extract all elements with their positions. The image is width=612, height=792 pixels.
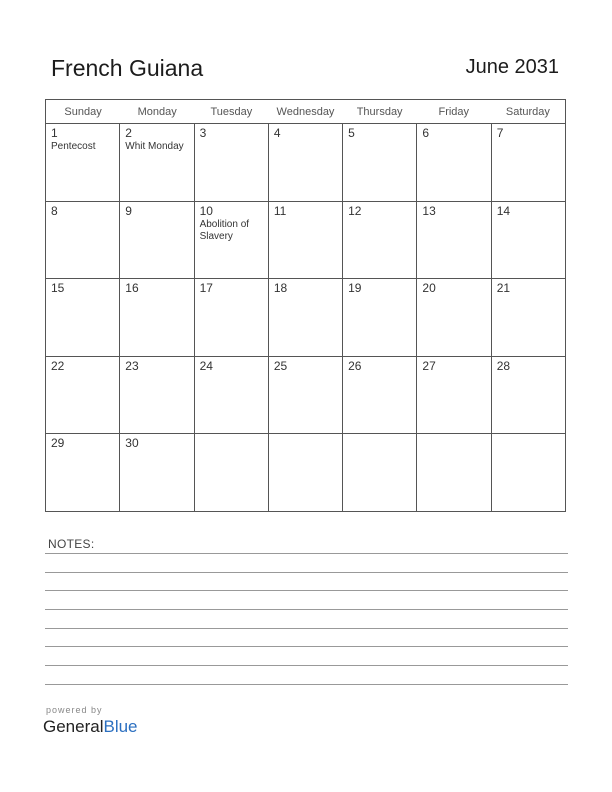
- powered-by-label: powered by: [46, 705, 103, 715]
- day-cell: [46, 124, 120, 201]
- day-number: 10: [199, 203, 213, 218]
- day-cell: [46, 279, 120, 356]
- day-cell: [269, 434, 343, 512]
- week-row-1: [46, 124, 565, 202]
- day-cell: [120, 357, 194, 434]
- note-line: [45, 646, 568, 647]
- day-number: 23: [125, 358, 139, 373]
- dow-thursday: Thursday: [356, 106, 403, 118]
- day-cell: [120, 434, 194, 512]
- day-number: 13: [422, 203, 436, 218]
- day-cell: [343, 279, 417, 356]
- day-cell: [492, 279, 565, 356]
- day-cell: [195, 357, 269, 434]
- day-number: 16: [125, 281, 139, 296]
- week-row-5: [46, 434, 565, 512]
- page-title: French Guiana: [51, 55, 204, 81]
- day-number: 11: [273, 203, 287, 218]
- day-number: 14: [496, 203, 511, 218]
- day-number: 17: [199, 281, 213, 296]
- brand-logo: [43, 717, 138, 737]
- day-cell: [417, 434, 491, 512]
- day-number: 29: [51, 436, 65, 451]
- day-number: 15: [51, 281, 65, 296]
- dow-sunday: Sunday: [64, 106, 102, 118]
- day-number: 5: [348, 126, 355, 140]
- note-line: [45, 628, 568, 629]
- dow-friday: Friday: [438, 106, 470, 118]
- week-row-2: [46, 202, 565, 280]
- day-number: 7: [496, 126, 504, 140]
- day-number: 6: [422, 126, 430, 140]
- day-cell: [492, 434, 565, 512]
- day-cell: [269, 279, 343, 356]
- brand-name-general: General: [43, 717, 104, 736]
- day-cell: [46, 202, 120, 279]
- day-cell: [417, 202, 491, 279]
- day-cell: [195, 434, 269, 512]
- note-line: [45, 665, 568, 666]
- day-number: 4: [273, 126, 281, 140]
- month-title: June 2031: [465, 56, 559, 78]
- calendar-grid: [45, 99, 566, 512]
- day-number: 28: [496, 358, 511, 373]
- day-number: 30: [125, 436, 139, 451]
- days-of-week-header: [46, 100, 565, 124]
- day-number: 8: [51, 203, 58, 218]
- day-cell: [343, 124, 417, 201]
- note-line: [45, 590, 568, 591]
- day-cell: [343, 434, 417, 512]
- dow-tuesday: Tuesday: [210, 106, 253, 118]
- day-cell: [269, 357, 343, 434]
- day-cell: [195, 202, 269, 279]
- day-number: 19: [348, 281, 362, 296]
- holiday-label: Pentecost: [51, 141, 96, 152]
- day-cell: [417, 124, 491, 201]
- day-number: 18: [273, 281, 288, 296]
- day-number: 20: [422, 281, 436, 296]
- day-cell: [492, 124, 565, 201]
- day-cell: [195, 124, 269, 201]
- day-cell: [195, 279, 269, 356]
- day-number: 2: [125, 126, 132, 140]
- holiday-label: Whit Monday: [125, 141, 184, 152]
- day-number: 12: [348, 203, 362, 218]
- day-number: 9: [125, 203, 132, 218]
- day-cell: [417, 357, 491, 434]
- day-number: 24: [199, 358, 213, 373]
- day-cell: [269, 124, 343, 201]
- dow-saturday: Saturday: [505, 106, 550, 118]
- day-number: 22: [51, 358, 65, 373]
- day-cell: [492, 202, 565, 279]
- day-number: 21: [496, 281, 511, 296]
- day-cell: [343, 357, 417, 434]
- day-number: 25: [273, 358, 288, 373]
- day-cell: [46, 357, 120, 434]
- week-row-3: [46, 279, 565, 357]
- day-cell: [417, 279, 491, 356]
- day-cell: [269, 202, 343, 279]
- note-line: [45, 609, 568, 610]
- day-cell: [120, 279, 194, 356]
- brand-name-blue: Blue: [103, 717, 138, 736]
- note-line: [45, 572, 568, 573]
- day-cell: [120, 202, 194, 279]
- day-cell: [343, 202, 417, 279]
- note-line: [45, 684, 568, 685]
- dow-wednesday: Wednesday: [276, 106, 335, 118]
- holiday-label: Abolition of Slavery: [199, 218, 250, 242]
- week-row-4: [46, 357, 565, 435]
- day-number: 1: [51, 126, 58, 140]
- notes-label: NOTES:: [48, 537, 95, 551]
- day-cell: [46, 434, 120, 512]
- dow-monday: Monday: [137, 106, 177, 118]
- day-cell: [492, 357, 565, 434]
- note-line: [45, 553, 568, 554]
- day-number: 3: [199, 126, 207, 140]
- day-cell: [120, 124, 194, 201]
- day-number: 27: [422, 358, 436, 373]
- day-number: 26: [348, 358, 362, 373]
